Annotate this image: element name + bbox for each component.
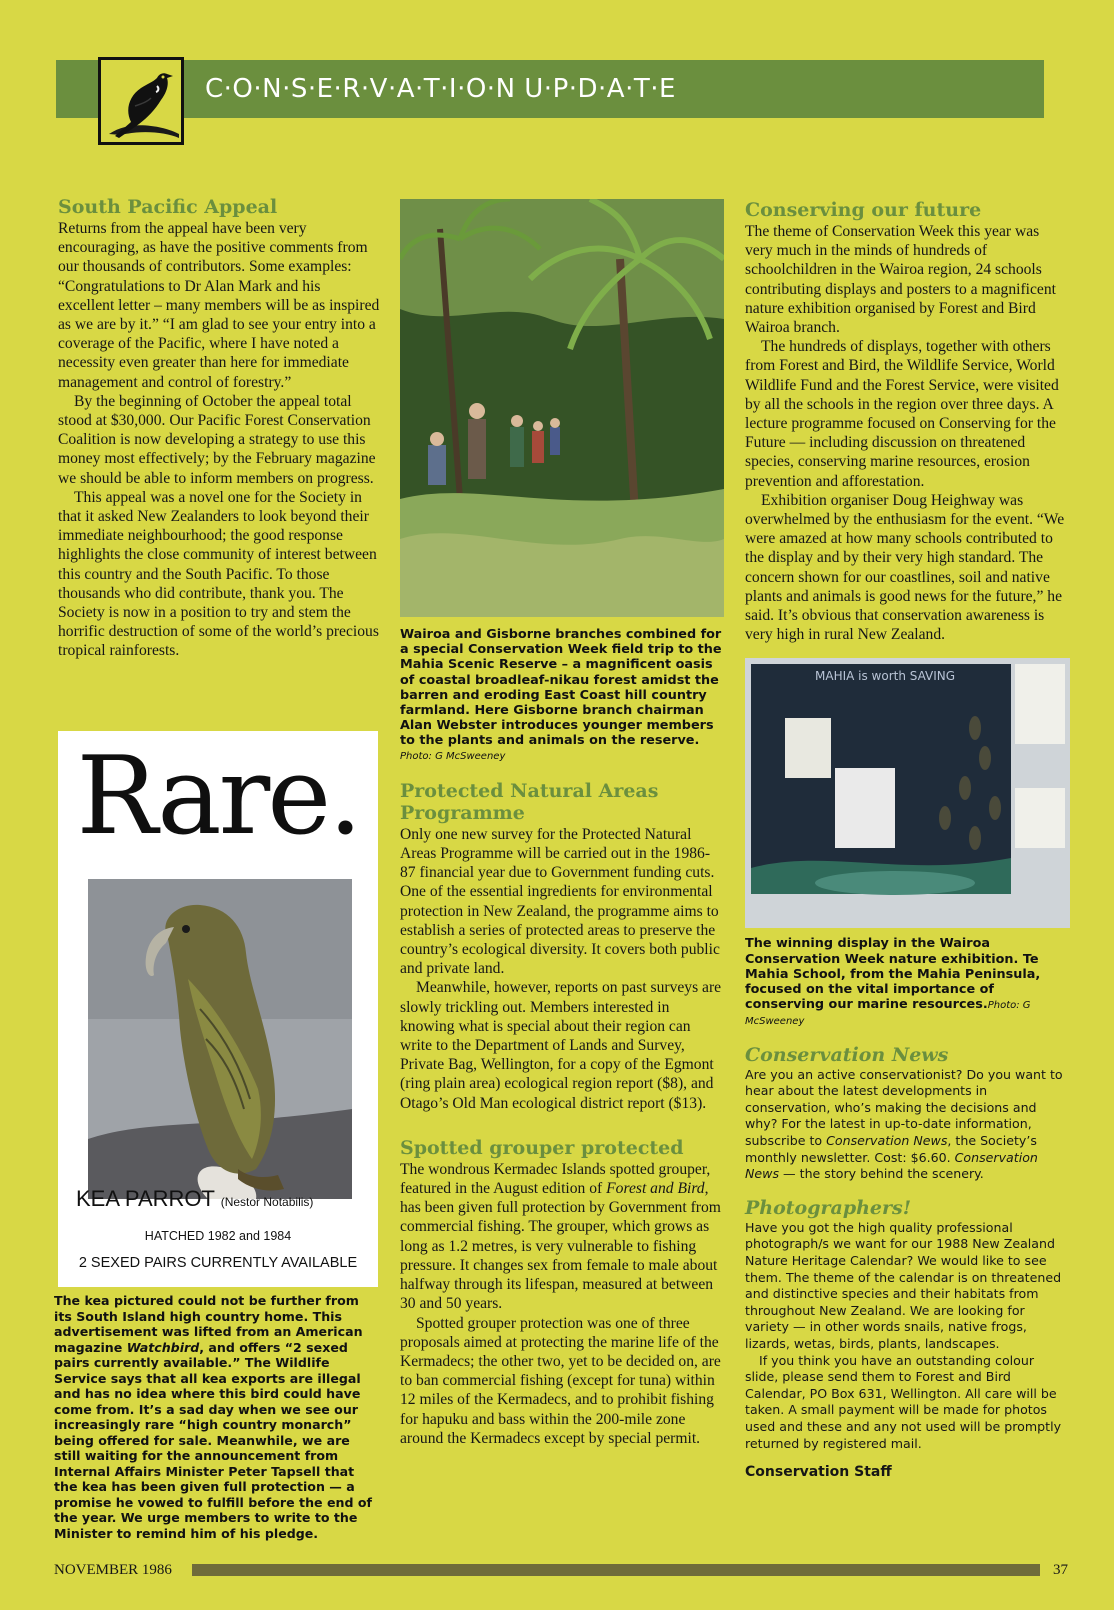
field-trip-caption xyxy=(400,627,724,764)
paragraph: Meanwhile, however, reports on past surveys are slowly trickling out. Members interested in knowing what is special about their region can write to the Department of Lands and Survey, Private Bag, Wellington, for a copy of the Egmont (ring plain area) ecological region report ($8), and Otago’s Old Man ecological district report ($13). xyxy=(400,979,722,1112)
article-heading: Spotted grouper protected xyxy=(400,1136,684,1159)
paragraph: The hundreds of displays, together with others from Forest and Bird, the Wildlife Service, World Wildlife Fund and the Forest Service, were visited by all the schools in the region over three days. A lecture programme focused on Conserving for the Future — including discussion on threatened species, conserving marine resources, erosion prevention and afforestation. xyxy=(745,338,1059,490)
kea-parrot-image xyxy=(88,879,352,1199)
ad-availability: 2 SEXED PAIRS CURRENTLY AVAILABLE xyxy=(78,1255,358,1271)
article-heading: South Pacific Appeal xyxy=(58,196,278,218)
paragraph: The theme of Conservation Week this year was very much in the minds of hundreds of schoolchildren in the Wairoa region, 24 schools contributing displays and posters to a magnificent nature exhibition organised by Forest and Bird Wairoa branch. xyxy=(745,223,1056,337)
paragraph: Spotted grouper protection was one of three proposals aimed at protecting the marine life of the Kermadecs; the other two, yet to be decided on, are to ban commercial fishing (except for tuna) within 12 miles of the Kermadecs, and to prohibit fishing for hapuku and bass within the 200-mile zone around the Kermadecs except by special permit. xyxy=(400,1314,721,1447)
paragraph: If you think you have an outstanding colour slide, please send them to Forest and Bird Calendar, PO Box 631, Wellington. All care will be taken. A small payment will be made for photos used and these and any not used will be promptly returned by registered mail. xyxy=(745,1352,1062,1451)
article-heading: Conservation News xyxy=(745,1043,949,1066)
photo-credit: Photo: G McSweeney xyxy=(400,750,506,762)
paragraph xyxy=(745,1067,1070,1183)
article-body xyxy=(745,222,1070,644)
paragraph: This appeal was a novel one for the Society in that it asked New Zealanders to look beyond their immediate neighbourhood; the good response highlights the close community of interest between this country and the South Pacific. To those thousands who did contribute, thank you. The Society is now in a position to try and stem the horrific destruction of some of the world’s precious tropical rainforests. xyxy=(58,488,379,660)
issue-date: NOVEMBER 1986 xyxy=(54,1562,172,1578)
page-number: 37 xyxy=(1053,1562,1068,1578)
caption-text: The kea pictured could not be further from its South Island high country home. This advertisement was lifted from an American magazine xyxy=(54,1293,363,1355)
kea-advertisement xyxy=(58,731,378,1287)
newsletter-title: Conservation News xyxy=(745,1149,1038,1182)
article-body xyxy=(400,825,724,1113)
article-body xyxy=(400,1160,724,1448)
caption-text: Wairoa and Gisborne branches combined for a special Conservation Week field trip to the Mahia Scenic Reserve – a magnificent oasis of coastal broadleaf-nikau forest amidst the barren and eroding East Coast hill country farmland. Here Gisborne branch chairman Alan Webster introduces younger members to the plants and animals on the reserve. xyxy=(400,627,722,749)
kea-caption xyxy=(54,1293,380,1541)
page-footer xyxy=(54,1560,1068,1580)
photo-credit: Photo: G McSweeney xyxy=(745,1000,1031,1028)
tui-bird-icon xyxy=(101,60,181,142)
ad-species-name: KEA PARROT xyxy=(76,1186,215,1211)
newsletter-title: Conservation News xyxy=(826,1133,948,1149)
article-body xyxy=(58,219,380,661)
article-body xyxy=(745,1067,1070,1183)
signoff: Conservation Staff xyxy=(745,1464,892,1481)
magazine-title: Forest and Bird xyxy=(606,1180,705,1198)
text-span: , the Society’s monthly newsletter. Cost: $6.60. xyxy=(745,1133,1037,1165)
article-body xyxy=(745,1220,1070,1452)
article-heading: Photographers! xyxy=(745,1196,912,1219)
text-span: Are you an active conservationist? Do you want to hear about the latest developments in conservation, who’s making the decisions and why? For the latest in up-to-date information, subscribe to xyxy=(745,1066,1063,1149)
footer-rule xyxy=(192,1564,1040,1576)
south-pacific-appeal-article xyxy=(58,196,380,661)
caption-text: The winning display in the Wairoa Conservation Week nature exhibition. Te Mahia School, from the Mahia Peninsula, focused on the vital importance of conserving our marine resources. xyxy=(745,936,1041,1013)
text-span: The wondrous Kermadec Islands spotted grouper, featured in the August edition of xyxy=(400,1160,711,1198)
ad-species-line xyxy=(76,1186,376,1212)
paragraph: Only one new survey for the Protected Natural Areas Programme will be carried out in the 1986-87 financial year due to Government funding cuts. One of the essential ingredients for environmental protection in New Zealand, the programme aims to establish a series of protected areas to preserve the country’s ecological diversity. It covers both public and private land. xyxy=(400,825,720,978)
display-banner-text: MAHIA is worth SAVING xyxy=(815,669,956,684)
ad-headline: Rare. xyxy=(76,734,360,859)
school-display-photo xyxy=(745,658,1070,928)
paragraph: Returns from the appeal have been very encouraging, as have the positive comments from our thousands of contributors. Some examples: “Congratulations to Dr Alan Mark and his excellent letter – many members will be as inspired as we are by it.” “I am glad to see your entry into a coverage of the Pacific, where I have noted a necessity even greater than here for immediate management and control of forestry.” xyxy=(58,220,380,391)
text-span: — the story behind the scenery. xyxy=(779,1166,984,1182)
paragraph xyxy=(400,1160,724,1314)
ad-hatched: HATCHED 1982 and 1984 xyxy=(144,1229,292,1243)
magazine-title: Watchbird xyxy=(126,1339,200,1355)
ad-scientific-name: (Nestor Notabilis) xyxy=(220,1195,314,1209)
paragraph: Exhibition organiser Doug Heighway was overwhelmed by the enthusiasm for the event. “We were amazed at how many schools contributed to the display and by their very high standard. The concern shown for our coastlines, soil and native plants and animals is good news for the future,” he said. It’s obvious that conservation awareness is very high in rural New Zealand. xyxy=(745,491,1065,644)
section-logo xyxy=(98,57,184,145)
text-span: , has been given full protection by Government from commercial fishing. The grouper, which grows as long as 1.2 metres, is very vulnerable to fishing pressure. It changes sex from female to male about halfway through its lifespan, measured at between 30 and 50 years. xyxy=(400,1180,721,1313)
paragraph: Have you got the high quality professional photograph/s we want for our 1988 New Zealand Nature Heritage Calendar? We would like to see them. The theme of the calendar is on threatened and distinctive species and their habitats from throughout New Zealand. We are looking for variety — in other words snails, native frogs, lizards, wetas, birds, plants, landscapes. xyxy=(745,1219,1062,1351)
paragraph: By the beginning of October the appeal total stood at $30,000. Our Pacific Forest Conservation Coalition is now developing a strategy to use this money most effectively; by the February magazine we should be able to inform members on progress. xyxy=(58,392,376,487)
article-heading: Protected Natural Areas Programme xyxy=(400,779,659,824)
right-column xyxy=(745,199,1070,1480)
display-caption xyxy=(745,936,1070,1029)
page-title: C·O·N·S·E·R·V·A·T·I·O·N U·P·D·A·T·E xyxy=(205,74,676,104)
forest-field-trip-photo xyxy=(400,199,724,617)
middle-column xyxy=(400,199,724,1448)
article-heading: Conserving our future xyxy=(745,199,982,221)
caption-text: , and offers “2 sexed pairs currently available.” The Wildlife Service says that all kea exports are illegal and has no idea where this bird could have come from. It’s a sad day when we see our increasingly rare “high country monarch” being offered for sale. Meanwhile, we are still waiting for the announcement from Internal Affairs Minister Peter Tapsell that the kea has been given full protection — a promise he vowed to fulfill before the end of the year. We urge members to write to the Minister to remind him of his pledge. xyxy=(54,1339,373,1541)
